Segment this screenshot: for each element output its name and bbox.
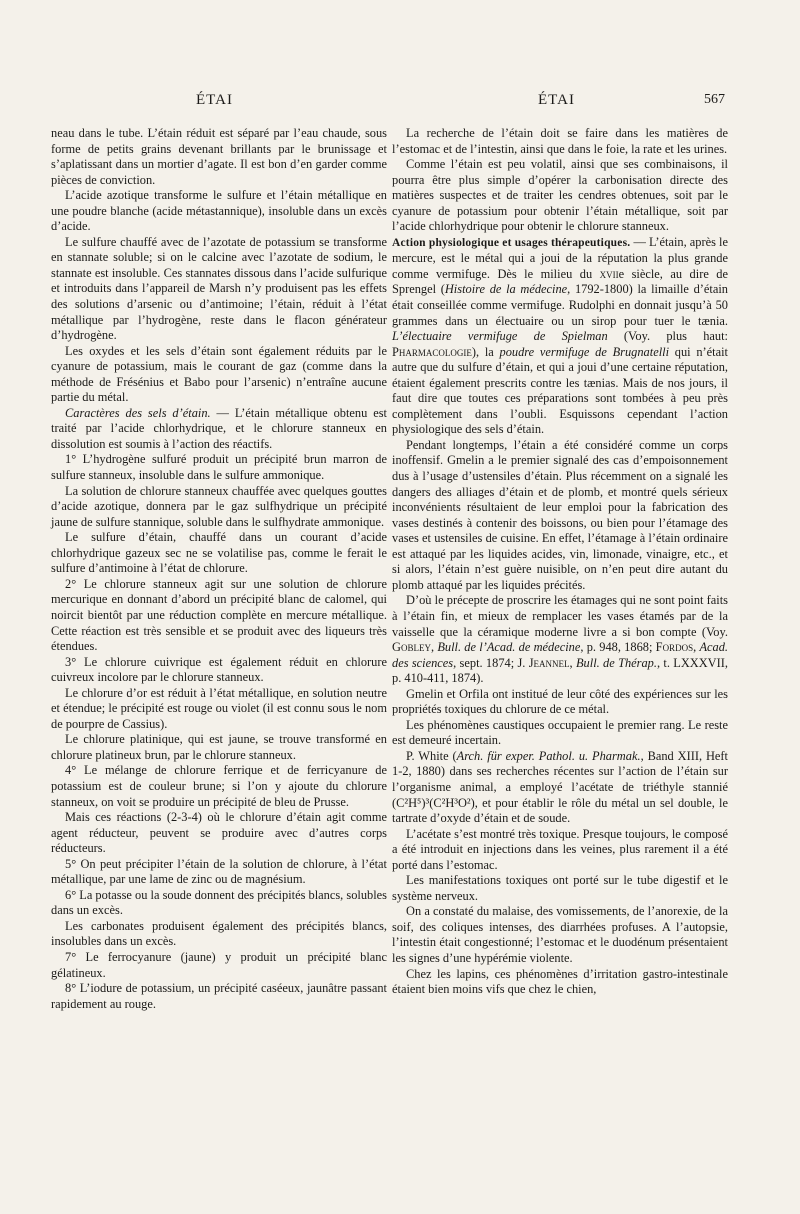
paragraph: Pendant longtemps, l’étain a été considéré comme un corps inoffensif. Gmelin a le premier signalé des cas d’empoisonnement dus à l’usage d’ustensiles d’étain. Plus récemment on a signalé les dangers des alliages d’étain et de plomb, et montré quels sérieux inconvénients résultaient de leur emploi pour la fabrication des vases destinés à contenir des boissons, ou bien pour l’étamage des vases et ustensiles de cuisine. En effet, l’étamage à l’étain ordinaire est attaqué par les liquides acides, vin, limonade, vinaigre, etc., et si alors, l’étain n’est guère nuisible, on n’en peut dire autant du plomb attaqué par les liquides précités. (392, 437, 728, 592)
running-head-left: ÉTAI (196, 92, 233, 108)
paragraph: 4° Le mélange de chlorure ferrique et de ferricyanure de potassium est de couleur brune; si l’on y ajoute du chlorure stanneux, on voit se produire un précipité de bleu de Prusse. (51, 763, 387, 809)
citation: Acad. des sciences (392, 640, 728, 670)
section-title: Caractères des sels d’étain. (65, 405, 211, 420)
paragraph: La recherche de l’étain doit se faire dans les matières de l’estomac et de l’intestin, ainsi que dans le foie, la rate et les urines. (392, 126, 728, 156)
text: e siècle, au dire de Sprengel ( (392, 266, 728, 297)
paragraph: Chez les lapins, ces phénomènes d’irritation gastro-intestinale étaient bien moins vifs que chez le chien, (392, 966, 728, 997)
citation: Bull. de Thérap. (575, 655, 657, 670)
author: Gobley (392, 640, 431, 655)
paragraph (392, 749, 728, 827)
paragraph: Les oxydes et les sels d’étain sont également réduits par le cyanure de potassium, mais le courant de gaz (comme dans la méthode de Frésénius et Babo pour l’arsenic) n’entraîne aucune partie du métal. (51, 343, 387, 405)
text: , 1792-1800) la limaille d’étain était conseillée comme vermifuge. Rudolphi en donnait jusqu’à 50 grammes dans un électuaire ou un sirop pour tuer le tænia. (392, 282, 728, 328)
author: Fordos (655, 640, 694, 655)
paragraph: 3° Le chlorure cuivrique est également réduit en chlorure cuivreux incolore par le chlorure stanneux. (51, 654, 387, 685)
paragraph: L’acétate s’est montré très toxique. Presque toujours, le composé a été introduit en injections dans les veines, plus rarement il a été porté dans l’estomac. (392, 826, 728, 872)
paragraph (392, 593, 728, 686)
citation: Histoire de la médecine (444, 282, 568, 297)
author: J. Jeannel (517, 655, 570, 670)
cross-reference: Pharmacologie (392, 344, 472, 359)
text: D’où le précepte de proscrire les étamages qui ne sont point faits à l’étain fin, et mieux de remplacer les vases étamés par de la vaisselle que la céramique moderne livre a si bon compte (Voy. (392, 593, 728, 639)
paragraph: Les phénomènes caustiques occupaient le premier rang. Le reste est demeuré incertain. (392, 717, 728, 748)
paragraph: On a constaté du malaise, des vomissements, de l’anorexie, de la soif, des coliques intenses, des diarrhées profuses. A l’autopsie, l’intestin était congestionné; l’estomac et le duodénum présentaient les signes d’une hypérémie violente. (392, 904, 728, 965)
page-number: 567 (704, 92, 725, 107)
right-column (392, 126, 728, 998)
text: ), la (471, 344, 500, 359)
paragraph: neau dans le tube. L’étain réduit est séparé par l’eau chaude, sous forme de petits grains devenant brillants par le brunissage et s’aplatissant dans un mortier d’agate. Il est bon d’en garder comme pièces de conviction. (51, 126, 387, 187)
citation: L’électuaire vermifuge de Spielman (392, 329, 608, 344)
paragraph: Le sulfure d’étain, chauffé dans un courant d’acide chlorhydrique gazeux sec ne se volatilise pas, comme le ferait le sulfure d’antimoine à l’état de chlorure. (51, 530, 387, 576)
paragraph: 8° L’iodure de potassium, un précipité caséeux, jaunâtre passant rapidement au rouge. (51, 981, 387, 1011)
paragraph: Gmelin et Orfila ont institué de leur côté des expériences sur les propriétés toxiques du chlorure de ce métal. (392, 686, 728, 717)
section-heading: Action physiologique et usages thérapeutiques. (392, 236, 631, 249)
text: qui n’était autre que du sulfure d’étain, et qui a joui d’une certaine réputation, étaient également prescrits contre les tænias. Mais de nos jours, il faut dire que toutes ces préparations sont tombées à peu près complètement dans l’oubli. Esquissons cependant l’action physiologique des sels d’étain. (392, 344, 728, 437)
paragraph: L’acide azotique transforme le sulfure et l’étain métallique en une poudre blanche (acide métastannique), insoluble dans un excès d’acide. (51, 188, 387, 234)
running-head-right: ÉTAI (538, 92, 575, 108)
paragraph: Les carbonates produisent également des précipités blancs, insolubles dans un excès. (51, 918, 387, 949)
paragraph: Mais ces réactions (2-3-4) où le chlorure d’étain agit comme agent réducteur, peuvent se produire avec d’autres corps réducteurs. (51, 810, 387, 856)
paragraph-text: — L’étain métallique obtenu est traité par l’acide chlorhydrique, et le chlorure stanneux en dissolution est soumis à l’action des réactifs. (51, 405, 387, 451)
left-column (51, 126, 387, 1012)
citation: Bull. de l’Acad. de médecine (437, 640, 581, 655)
text: , (569, 655, 576, 670)
paragraph: Le chlorure d’or est réduit à l’état métallique, en solution neutre et étendue; le précipité est rouge ou violet (il est connu sous le nom de pourpre de Cassius). (51, 685, 387, 731)
citation: poudre vermifuge de Brugnatelli (499, 344, 670, 359)
citation: Arch. für exper. Pathol. u. Pharmak. (456, 748, 641, 763)
paragraph (51, 406, 387, 453)
century: xvii (599, 266, 619, 281)
paragraph: 5° On peut précipiter l’étain de la solution de chlorure, à l’état métallique, par une lame de zinc ou de magnésium. (51, 856, 387, 887)
text: P. White ( (406, 748, 457, 763)
text: , sept. 1874; (453, 655, 518, 670)
paragraph: La solution de chlorure stanneux chauffée avec quelques gouttes d’acide azotique, donnera par le gaz sulfhydrique un précipité jaune de sulfure stannique, soluble dans le sulfhydrate ammonique. (51, 483, 387, 529)
text: , Band XIII, Heft 1-2, 1880) dans ses recherches récentes sur l’action de l’étain sur l’organisme animal, a employé l’acétate de triéthyle stannié (C²H⁵)³(C²H³O²), et pour établir le rôle du métal un sel double, le tartrate d’oxyde d’étain et de soude. (392, 748, 728, 826)
text: — L’étain, après le mercure, est le métal qui a joui de la réputation la plus grande comme vermifuge. Dès le milieu du (392, 234, 728, 281)
text: (Voy. plus haut: (607, 329, 728, 344)
paragraph: Comme l’étain est peu volatil, ainsi que ses combinaisons, il pourra être plus simple d’opérer la carbonisation directe des matières suspectes et de traiter les cendres obtenues, soit par le cyanure de potassium pour obtenir l’étain métallique, soit par l’acide chlorhydrique pour obtenir le chlorure stanneux. (392, 157, 728, 234)
paragraph: Le sulfure chauffé avec de l’azotate de potassium se transforme en stannate soluble; si on le calcine avec l’azotate de sodium, le stannate est insoluble. Ces stannates dissous dans l’acide sulfurique et introduits dans l’appareil de Marsh n’y produisent pas les effets des solutions d’arsenic ou d’antimoine; l’étain, réduit à l’état métallique par l’hydrogène, reste dans le flacon générateur d’hydrogène. (51, 234, 387, 343)
text: , (430, 640, 438, 655)
paragraph: 1° L’hydrogène sulfuré produit un précipité brun marron de sulfure stanneux, insoluble dans le sulfure ammonique. (51, 452, 387, 483)
paragraph: 2° Le chlorure stanneux agit sur une solution de chlorure mercurique en donnant d’abord un précipité blanc de calomel, qui noircit bientôt par une réduction complète en mercure métallique. Cette réaction est très sensible et se produit avec des liqueurs très étendues. (51, 576, 387, 654)
paragraph: 7° Le ferrocyanure (jaune) y produit un précipité blanc gélatineux. (51, 949, 387, 980)
text: , t. LXXXVII, p. 410-411, 1874). (392, 655, 728, 686)
text: , p. 948, 1868; (580, 640, 656, 655)
text: , (693, 640, 700, 655)
paragraph: Le chlorure platinique, qui est jaune, se trouve transformé en chlorure platineux brun, par le chlorure stanneux. (51, 732, 387, 762)
paragraph: Les manifestations toxiques ont porté sur le tube digestif et le système nerveux. (392, 873, 728, 903)
paragraph: 6° La potasse ou la soude donnent des précipités blancs, solubles dans un excès. (51, 887, 387, 918)
